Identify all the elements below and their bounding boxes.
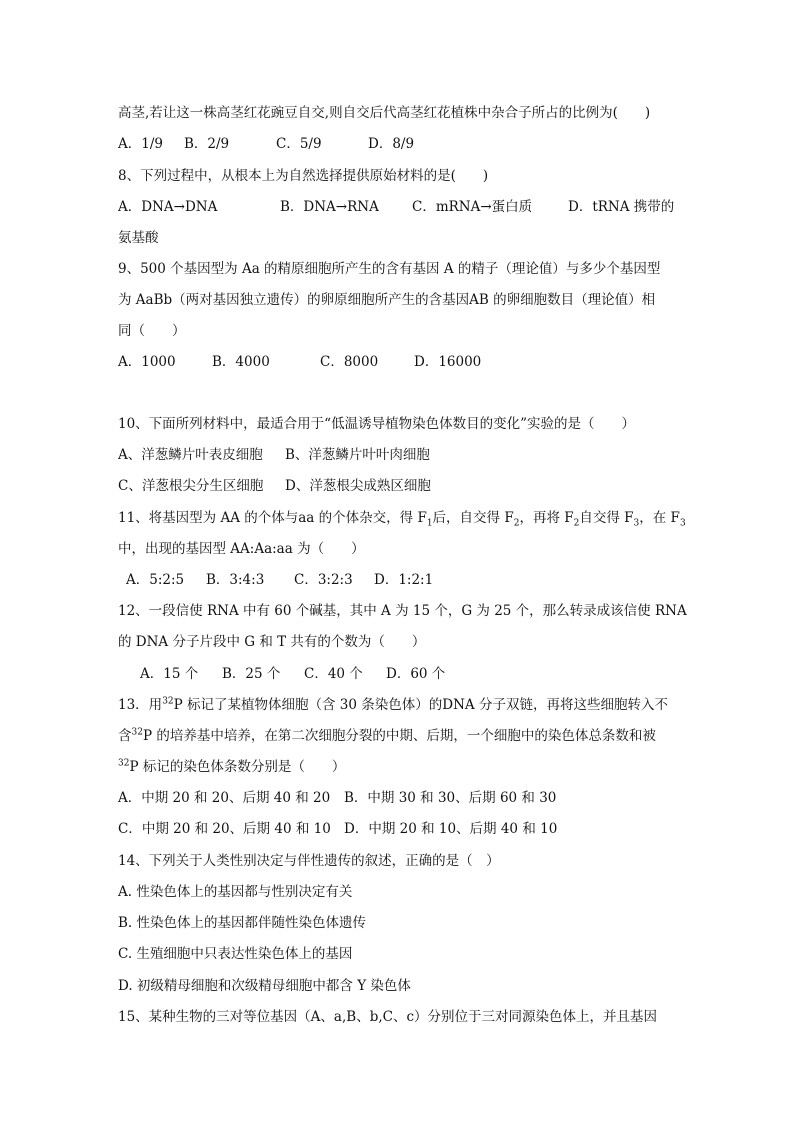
q13-stem-2 bbox=[118, 726, 656, 746]
q9-stem-1: 9、500 个基因型为 Aa 的精原细胞所产生的含有基因 A 的精子（理论值）与多少个基因型 bbox=[118, 261, 661, 277]
q14-stem: 14、下列关于人类性别决定与伴性遗传的叙述，正确的是（ ） bbox=[118, 853, 500, 869]
q14-option-b: B. 性染色体上的基因都伴随性染色体遗传 bbox=[118, 915, 367, 931]
q11-sub-2: 2 bbox=[513, 518, 520, 529]
q14-option-d: D. 初级精母细胞和次级精母细胞中都含 Y 染色体 bbox=[118, 978, 411, 994]
q10-option-b: B、洋葱鳞片叶叶肉细胞 bbox=[285, 447, 430, 463]
q8-options bbox=[118, 197, 674, 217]
q9-stem-2: 为 AaBb（两对基因独立遗传）的卵原细胞所产生的含基因AB 的卵细胞数目（理论值）相 bbox=[118, 292, 656, 308]
q11-option-b: B．3:4:3 bbox=[206, 572, 265, 588]
q11-sub-5: 3 bbox=[679, 518, 686, 529]
q10-options-row-2 bbox=[118, 476, 431, 496]
q13-stem-1 bbox=[118, 695, 668, 715]
q8-option-d-cont: 氨基酸 bbox=[118, 230, 159, 246]
q12-option-b: B．25 个 bbox=[222, 666, 281, 682]
q9-option-c: C．8000 bbox=[320, 354, 379, 370]
q7-continuation: 高茎,若让这一株高茎红花豌豆自交,则自交后代高茎红花植株中杂合子所占的比例为( ) bbox=[118, 105, 651, 121]
q13-option-a: A．中期 20 和 20、后期 40 和 20 bbox=[118, 790, 331, 806]
q12-stem-1: 12、一段信使 RNA 中有 60 个碱基，其中 A 为 15 个，G 为 25 个，那么转录成该信使 RNA bbox=[118, 603, 687, 619]
q10-options-row-1 bbox=[118, 445, 430, 465]
q7-options bbox=[118, 134, 414, 154]
q11-option-a: A．5:2:5 bbox=[126, 572, 185, 588]
q13-sup-2: 32 bbox=[131, 727, 143, 738]
q13-option-c: C．中期 20 和 20、后期 40 和 10 bbox=[118, 821, 331, 837]
q13-option-d: D．中期 20 和 10、后期 40 和 10 bbox=[344, 821, 558, 837]
q13-sup-1: 32 bbox=[162, 696, 174, 707]
q13-text-2b: P 的培养基中培养，在第二次细胞分裂的中期、后期，一个细胞中的染色体总条数和被 bbox=[142, 728, 656, 744]
q11-option-c: C．3:2:3 bbox=[294, 572, 353, 588]
q11-options bbox=[126, 570, 433, 590]
q14-option-c: C. 生殖细胞中只表达性染色体上的基因 bbox=[118, 946, 353, 962]
q10-stem: 10、下面所列材料中，最适合用于“低温诱导植物染色体数目的变化”实验的是（ ） bbox=[118, 416, 635, 432]
q13-stem-3 bbox=[118, 757, 345, 777]
q8-stem: 8、下列过程中，从根本上为自然选择提供原始材料的是( ) bbox=[118, 168, 489, 184]
q11-text-3: ，再将 F bbox=[519, 510, 574, 526]
q11-sub-3: 2 bbox=[573, 518, 580, 529]
q8-option-d: D．tRNA 携带的 bbox=[568, 199, 675, 215]
q13-options-row-1 bbox=[118, 788, 556, 808]
q11-option-d: D．1:2:1 bbox=[374, 572, 434, 588]
q7-option-d: D．8/9 bbox=[368, 136, 415, 152]
q7-option-a: A．1/9 bbox=[118, 136, 163, 152]
q12-options bbox=[140, 664, 445, 684]
q11-stem-2: 中，出现的基因型 AA:Aa:aa 为（ ） bbox=[118, 541, 365, 557]
q13-text-3b: P 标记的染色体条数分别是（ ） bbox=[129, 759, 346, 775]
q11-text-4: 自交得 F bbox=[579, 510, 634, 526]
q13-text-2a: 含 bbox=[118, 728, 132, 744]
q14-option-a: A. 性染色体上的基因都与性别决定有关 bbox=[118, 884, 353, 900]
q11-sub-4: 3 bbox=[633, 518, 640, 529]
q8-option-a: A．DNA→DNA bbox=[118, 199, 218, 215]
q13-text-1a: 13．用 bbox=[118, 697, 163, 713]
q10-option-d: D、洋葱根尖成熟区细胞 bbox=[285, 478, 431, 494]
q9-option-b: B．4000 bbox=[212, 354, 270, 370]
q12-option-a: A．15 个 bbox=[140, 666, 199, 682]
q9-option-d: D．16000 bbox=[414, 354, 482, 370]
q8-option-c: C．mRNA→蛋白质 bbox=[412, 199, 533, 215]
q10-option-a: A、洋葱鳞片叶表皮细胞 bbox=[118, 447, 263, 463]
q11-text-5: ，在 F bbox=[639, 510, 680, 526]
q7-option-c: C．5/9 bbox=[276, 136, 322, 152]
q13-sup-3: 32 bbox=[118, 758, 130, 769]
q10-option-c: C、洋葱根尖分生区细胞 bbox=[118, 478, 264, 494]
q11-text-2: 后，自交得 F bbox=[432, 510, 514, 526]
q13-text-1b: P 标记了某植物体细胞（含 30 条染色体）的DNA 分子双链，再将这些细胞转入不 bbox=[173, 697, 668, 713]
q15-stem: 15、某种生物的三对等位基因（A、a,B、b,C、c）分别位于三对同源染色体上，并且基因 bbox=[118, 1009, 658, 1025]
q9-stem-3: 同（ ） bbox=[118, 323, 186, 339]
q11-sub-1: 1 bbox=[426, 518, 433, 529]
q9-option-a: A．1000 bbox=[118, 354, 176, 370]
q12-stem-2: 的 DNA 分子片段中 G 和 T 共有的个数为（ ） bbox=[118, 634, 426, 650]
q11-stem-1 bbox=[118, 508, 686, 528]
q12-option-d: D．60 个 bbox=[386, 666, 446, 682]
q8-option-b: B．DNA→RNA bbox=[280, 199, 379, 215]
q12-option-c: C．40 个 bbox=[304, 666, 363, 682]
q11-text-1: 11、将基因型为 AA 的个体与aa 的个体杂交，得 F bbox=[118, 510, 427, 526]
q9-options bbox=[118, 352, 481, 372]
q7-option-b: B．2/9 bbox=[184, 136, 230, 152]
q13-options-row-2 bbox=[118, 819, 557, 839]
q13-option-b: B．中期 30 和 30、后期 60 和 30 bbox=[344, 790, 557, 806]
